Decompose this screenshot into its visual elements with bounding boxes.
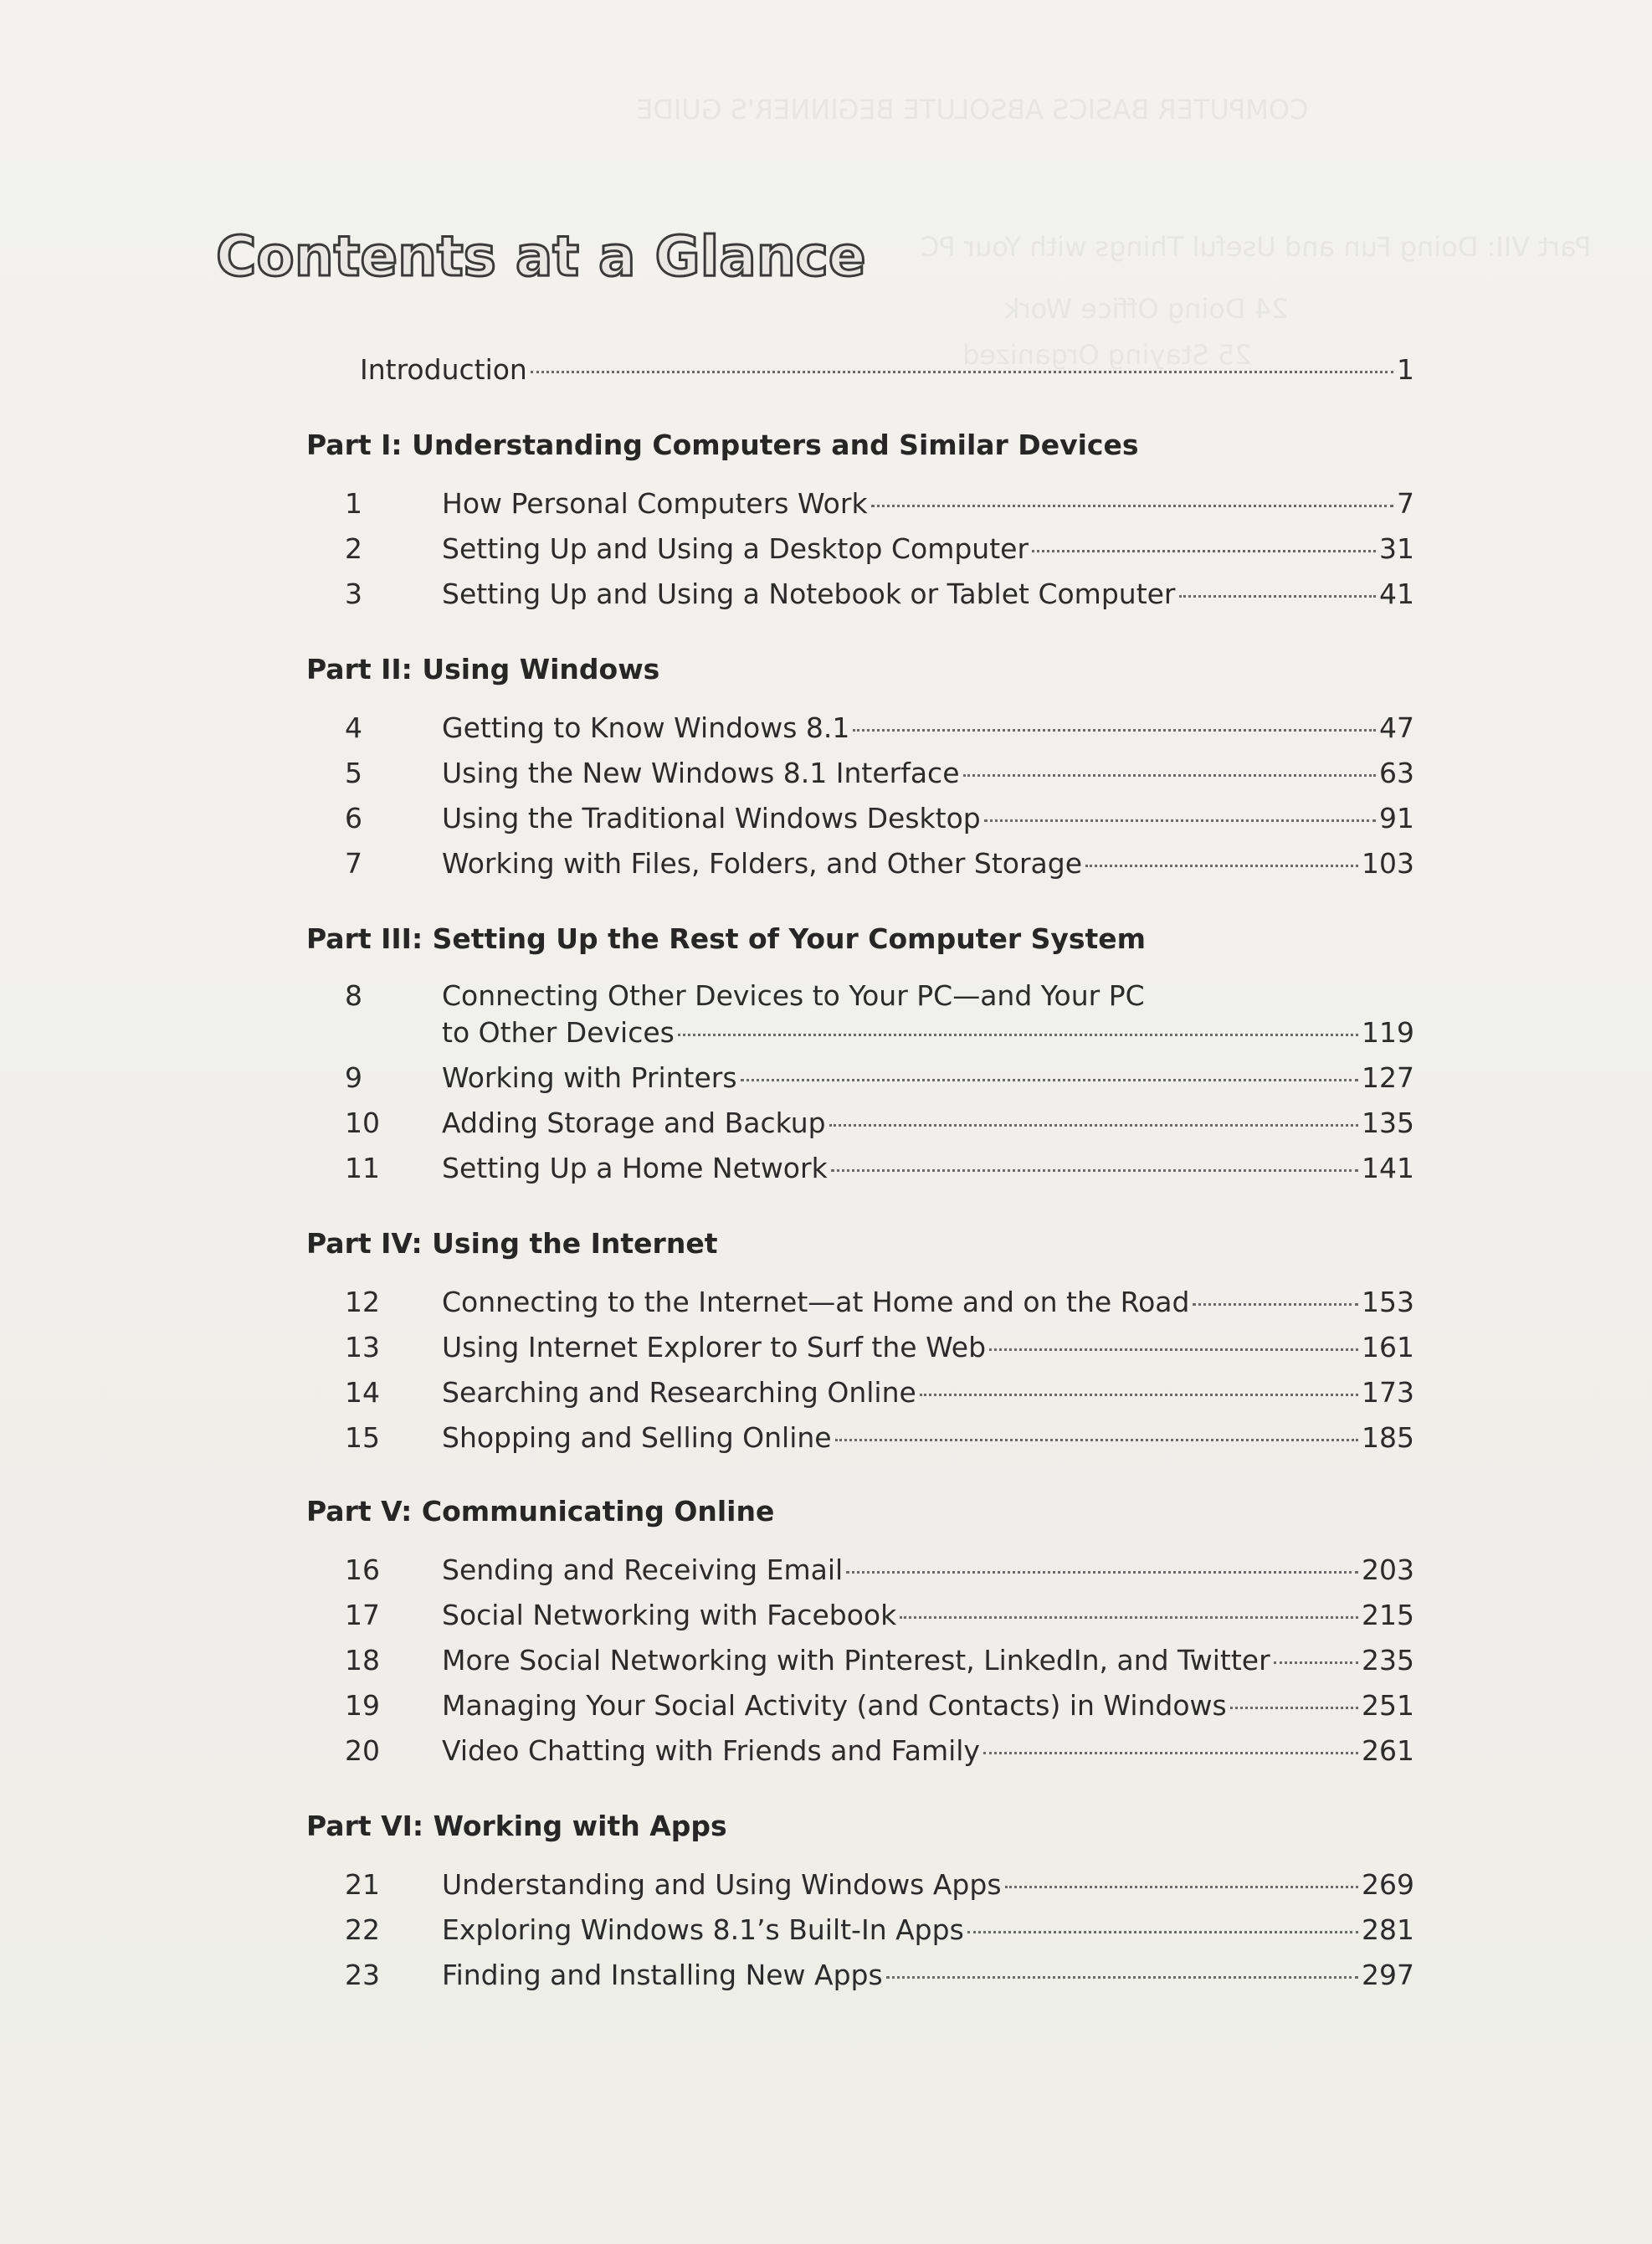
chapter-title-line1: Connecting Other Devices to Your PC—and Your PC <box>442 979 1145 1012</box>
chapter-number: 2 <box>345 532 362 565</box>
part-heading: Part I: Understanding Computers and Similar Devices <box>306 429 1139 461</box>
chapter-title: Using the New Windows 8.1 Interface <box>442 757 960 789</box>
leader-dots <box>1032 550 1376 552</box>
page-title: Contents at a Glance <box>216 224 866 289</box>
chapter-title: Setting Up and Using a Desktop Computer <box>442 532 1029 565</box>
page-number: 1 <box>1397 353 1414 386</box>
chapter-title: How Personal Computers Work <box>442 487 868 520</box>
page-number: 47 <box>1379 711 1414 744</box>
page-number: 63 <box>1379 757 1414 789</box>
chapter-number: 16 <box>345 1553 380 1586</box>
chapter-number: 22 <box>345 1913 380 1946</box>
page-number: 153 <box>1362 1286 1414 1318</box>
chapter-number: 17 <box>345 1599 380 1631</box>
show-through-line: Part VII: Doing Fun and Useful Things with Your PC <box>921 231 1592 263</box>
page-number: 215 <box>1362 1599 1414 1631</box>
leader-dots <box>829 1124 1358 1127</box>
page-number: 91 <box>1379 802 1414 834</box>
chapter-title: Setting Up and Using a Notebook or Tablet Computer <box>442 578 1176 610</box>
page-number: 235 <box>1362 1644 1414 1677</box>
show-through-line: 25 Staying Organized <box>962 339 1252 371</box>
chapter-title: Working with Files, Folders, and Other Storage <box>442 847 1083 880</box>
chapter-title: Sending and Receiving Email <box>442 1553 844 1586</box>
page-number: 103 <box>1362 847 1414 880</box>
chapter-title: Searching and Researching Online <box>442 1376 916 1409</box>
page-number: 119 <box>1362 1016 1414 1049</box>
chapter-title: Exploring Windows 8.1’s Built-In Apps <box>442 1913 964 1946</box>
chapter-title: Video Chatting with Friends and Family <box>442 1734 980 1767</box>
chapter-title: Finding and Installing New Apps <box>442 1959 883 1991</box>
chapter-title: Connecting to the Internet—at Home and on the Road <box>442 1286 1190 1318</box>
chapter-number: 3 <box>345 578 362 610</box>
chapter-title: to Other Devices <box>442 1016 675 1049</box>
chapter-title: Shopping and Selling Online <box>442 1421 832 1454</box>
page-number: 251 <box>1362 1689 1414 1722</box>
part-heading: Part II: Using Windows <box>306 653 660 686</box>
leader-dots <box>920 1394 1358 1396</box>
page-number: 281 <box>1362 1913 1414 1946</box>
leader-dots <box>967 1931 1358 1933</box>
page-number: 7 <box>1397 487 1414 520</box>
page-number: 297 <box>1362 1959 1414 1991</box>
leader-dots <box>900 1616 1358 1619</box>
chapter-number: 23 <box>345 1959 380 1991</box>
page-number: 161 <box>1362 1331 1414 1363</box>
chapter-number: 8 <box>345 979 362 1012</box>
leader-dots <box>1230 1707 1358 1709</box>
part-heading: Part IV: Using the Internet <box>306 1227 718 1260</box>
chapter-number: 11 <box>345 1152 380 1184</box>
page-number: 185 <box>1362 1421 1414 1454</box>
part-heading: Part VI: Working with Apps <box>306 1810 727 1842</box>
chapter-number: 9 <box>345 1061 362 1094</box>
chapter-number: 15 <box>345 1421 380 1454</box>
chapter-number: 10 <box>345 1107 380 1139</box>
chapter-title: Working with Printers <box>442 1061 737 1094</box>
chapter-number: 1 <box>345 487 362 520</box>
leader-dots <box>846 1571 1358 1574</box>
chapter-number: 18 <box>345 1644 380 1677</box>
leader-dots <box>835 1439 1358 1441</box>
leader-dots <box>531 371 1393 373</box>
chapter-title: Social Networking with Facebook <box>442 1599 897 1631</box>
chapter-number: 13 <box>345 1331 380 1363</box>
chapter-title: Managing Your Social Activity (and Contacts) in Windows <box>442 1689 1227 1722</box>
show-through-header: COMPUTER BASICS ABSOLUTE BEGINNER'S GUIDE <box>636 94 1309 126</box>
leader-dots <box>678 1034 1358 1036</box>
chapter-title: Understanding and Using Windows Apps <box>442 1868 1002 1901</box>
chapter-number: 14 <box>345 1376 380 1409</box>
entry-title: Introduction <box>360 353 527 386</box>
leader-dots <box>1179 595 1377 598</box>
chapter-number: 4 <box>345 711 362 744</box>
chapter-number: 19 <box>345 1689 380 1722</box>
leader-dots <box>989 1348 1358 1351</box>
leader-dots <box>1085 865 1358 867</box>
page-number: 173 <box>1362 1376 1414 1409</box>
leader-dots <box>871 505 1393 507</box>
show-through-line: 24 Doing Office Work <box>1004 293 1289 325</box>
page-number: 203 <box>1362 1553 1414 1586</box>
leader-dots <box>853 729 1376 732</box>
chapter-number: 6 <box>345 802 362 834</box>
page-number: 135 <box>1362 1107 1414 1139</box>
part-heading: Part V: Communicating Online <box>306 1495 775 1528</box>
page-number: 141 <box>1362 1152 1414 1184</box>
leader-dots <box>1274 1661 1358 1664</box>
chapter-number: 20 <box>345 1734 380 1767</box>
chapter-title: Using the Traditional Windows Desktop <box>442 802 981 834</box>
page-number: 31 <box>1379 532 1414 565</box>
chapter-title: More Social Networking with Pinterest, LinkedIn, and Twitter <box>442 1644 1270 1677</box>
leader-dots <box>983 1752 1358 1754</box>
chapter-title: Using Internet Explorer to Surf the Web <box>442 1331 987 1363</box>
leader-dots <box>831 1169 1358 1172</box>
page-number: 41 <box>1379 578 1414 610</box>
chapter-number: 12 <box>345 1286 380 1318</box>
page-number: 261 <box>1362 1734 1414 1767</box>
part-heading: Part III: Setting Up the Rest of Your Computer System <box>306 922 1147 955</box>
chapter-title: Adding Storage and Backup <box>442 1107 826 1139</box>
page-number: 127 <box>1362 1061 1414 1094</box>
page-number: 269 <box>1362 1868 1414 1901</box>
leader-dots <box>963 774 1377 777</box>
leader-dots <box>1005 1886 1358 1888</box>
chapter-title: Getting to Know Windows 8.1 <box>442 711 850 744</box>
chapter-number: 5 <box>345 757 362 789</box>
chapter-title: Setting Up a Home Network <box>442 1152 828 1184</box>
chapter-number: 7 <box>345 847 362 880</box>
leader-dots <box>741 1079 1358 1081</box>
leader-dots <box>1193 1303 1358 1306</box>
leader-dots <box>984 819 1376 822</box>
chapter-number: 21 <box>345 1868 380 1901</box>
leader-dots <box>886 1976 1358 1979</box>
